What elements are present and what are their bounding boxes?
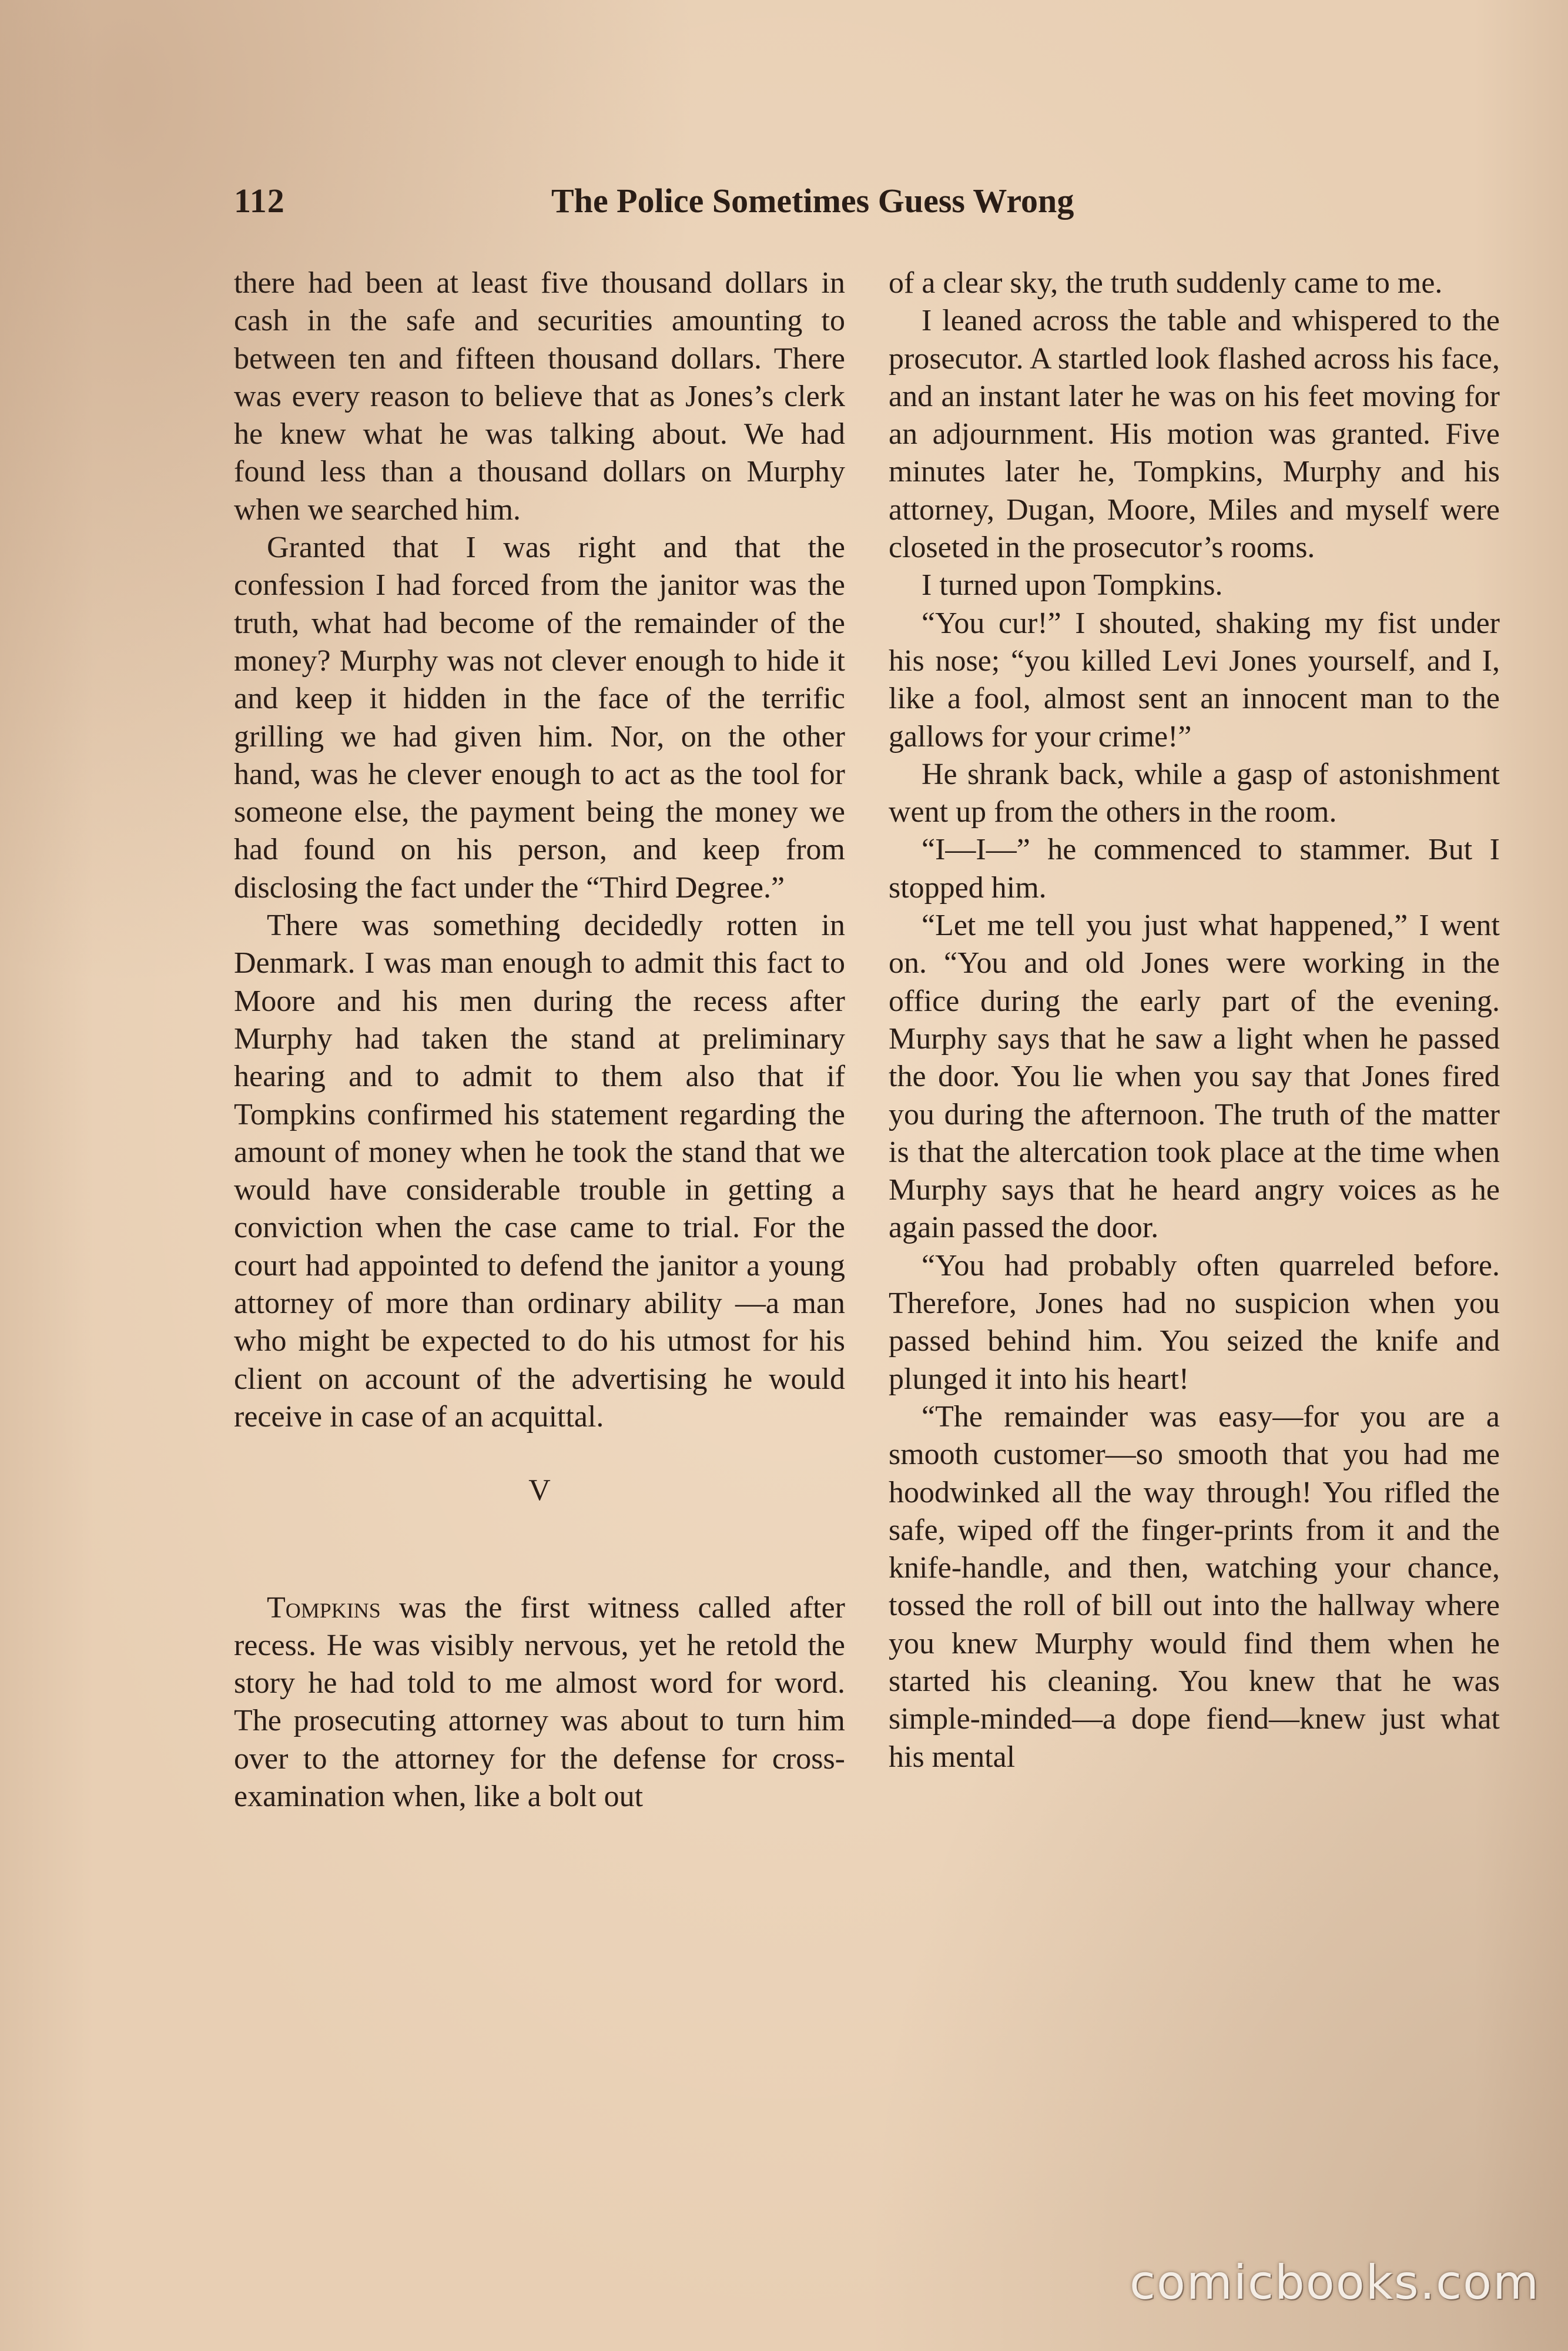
paragraph: “You cur!” I shouted, shaking my fist under his nose; “you killed Levi Jones yourself, and I, like a fool, almost sent an innocent man to the gallows for your crime!” (889, 606, 1500, 753)
page-number: 112 (234, 182, 285, 220)
paragraph: of a clear sky, the truth suddenly came to me. (889, 266, 1443, 300)
paragraph: I leaned across the table and whispered to the prosecutor. A startled look flashed across his face, and an instant later he was on his feet moving for an adjournment. His motion was granted. Five minutes later he, Tompkins, Murphy and his attorney, Dugan, Moore, Miles and myself were closeted in the prosecutor’s rooms. (889, 304, 1500, 565)
paragraph: Granted that I was right and that the confession I had forced from the janitor was the truth, what had become of the remainder of the money? Murphy was not clever enough to hide it and keep it hidden in the face of the terrific grilling we had given him. Nor, on the other hand, was he clever enough to act as the tool for someone else, the payment being the money we had found on his person, and keep from disclosing the fact under the “Third Degree.” (234, 531, 845, 905)
left-column (234, 264, 845, 1816)
watermark: comicbooks.com (1129, 2255, 1540, 2310)
section-heading: V (528, 1473, 551, 1508)
paragraph: “The remainder was easy—for you are a smooth customer—so smooth that you had me hoodwinked all the way through! You rifled the safe, wiped off the finger-prints from it and the knife-handle, and then, watching your chance, tossed the roll of bill out into the hallway where you knew Murphy would find them when he started his cleaning. You knew that he was simple-minded—a dope fiend—knew just what his mental (889, 1399, 1500, 1774)
right-column (889, 264, 1500, 1776)
paragraph: “You had probably often quarreled before. Therefore, Jones had no suspicion when you passed behind him. You seized the knife and plunged it into his heart! (889, 1248, 1500, 1396)
paragraph: He shrank back, while a gasp of astonishment went up from the others in the room. (889, 757, 1500, 829)
paragraph: there had been at least five thousand dollars in cash in the safe and securities amounting to between ten and fifteen thousand dollars. There was every reason to believe that as Jones’s clerk he knew what he was talking about. We had found less than a thousand dollars on Murphy when we searched him. (234, 266, 845, 527)
section-first-word: Tompkins (267, 1590, 381, 1625)
paragraph: I turned upon Tompkins. (922, 568, 1223, 602)
paragraph: “I—I—” he commenced to stammer. But I stopped him. (889, 833, 1500, 905)
paragraph: There was something decidedly rotten in Denmark. I was man enough to admit this fact to Moore and his men during the recess after Murphy had taken the stand at preliminary hearing and to admit to them also that if Tompkins confirmed his statement regarding the amount of money when he took the stand that we would have considerable trouble in getting a conviction when the case came to trial. For the court had appointed to defend the janitor a young attorney of more than ordinary ability —a man who might be expected to do his utmost for his client on account of the advertising he would receive in case of an acquittal. (234, 909, 845, 1434)
section-opening-paragraph (234, 1589, 845, 1816)
section-paragraph-text: was the first witness called after recess. He was visibly nervous, yet he retold the story he had told to me almost word for word. The prosecuting attorney was about to turn him over to the attorney for the defense for cross-examination when, like a bolt out (234, 1590, 845, 1813)
running-title: The Police Sometimes Guess Wrong (551, 182, 1074, 220)
paragraph: “Let me tell you just what happened,” I went on. “You and old Jones were working in the office during the early part of the evening. Murphy says that he saw a light when he passed the door. You lie when you say that Jones fired you during the afternoon. The truth of the matter is that the altercation took place at the time when Murphy says that he heard angry voices as he again passed the door. (889, 909, 1500, 1245)
running-header (234, 181, 1198, 228)
